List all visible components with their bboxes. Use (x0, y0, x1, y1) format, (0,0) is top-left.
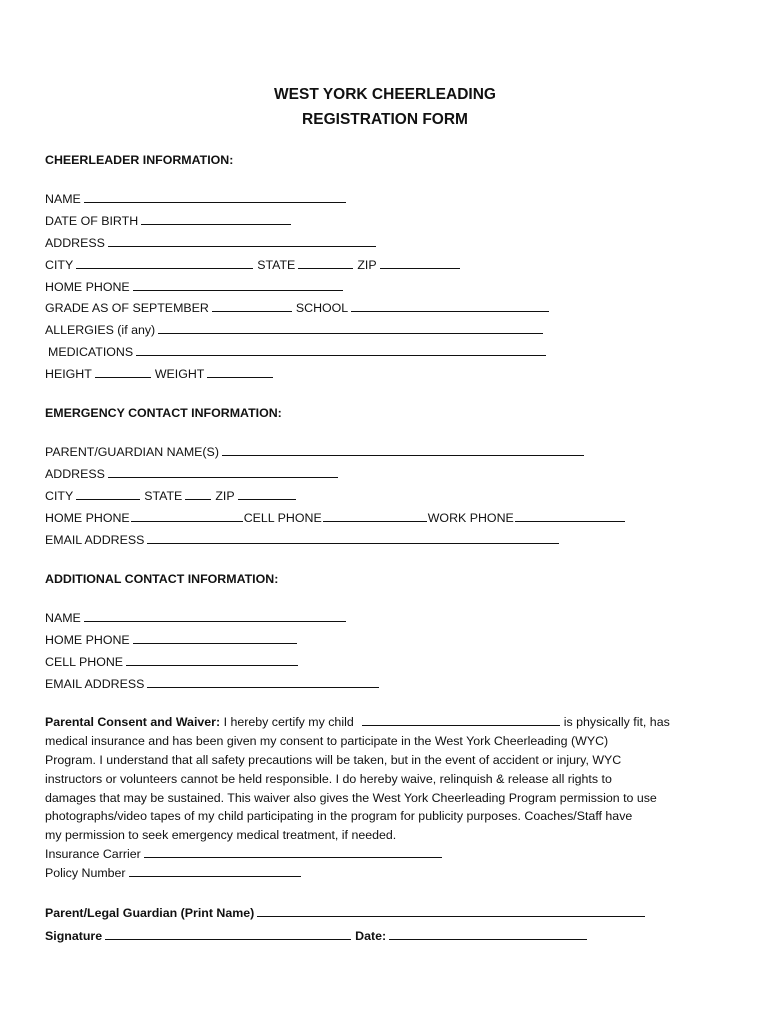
emergency-work-phone-field[interactable] (515, 509, 625, 522)
form-title-line1: WEST YORK CHEERLEADING (274, 86, 496, 103)
emergency-work-phone-label: WORK PHONE (427, 511, 514, 525)
emergency-cell-phone-label: CELL PHONE (243, 511, 322, 525)
cheerleader-name-label: NAME (45, 192, 81, 206)
policy-number-field[interactable] (129, 864, 301, 877)
emergency-section-heading: EMERGENCY CONTACT INFORMATION: (45, 406, 282, 420)
cheerleader-section-heading: CHEERLEADER INFORMATION: (45, 153, 234, 167)
additional-cell-phone-label: CELL PHONE (45, 655, 124, 669)
guardian-print-row (45, 904, 649, 920)
cheerleader-dob-label: DATE OF BIRTH (45, 214, 139, 228)
cheerleader-city-field[interactable] (76, 256, 253, 269)
cheerleader-name-row (45, 190, 350, 206)
emergency-zip-label: ZIP (215, 489, 235, 503)
consent-line-4: instructors or volunteers cannot be held responsible. I do hereby waive, relinquish & release all rights to (45, 771, 612, 786)
date-field[interactable] (389, 927, 587, 940)
additional-name-field[interactable] (84, 609, 346, 622)
cheerleader-address-field[interactable] (108, 234, 376, 247)
additional-name-row (45, 609, 350, 625)
emergency-city-field[interactable] (76, 487, 140, 500)
cheerleader-zip-field[interactable] (380, 256, 460, 269)
cheerleader-name-field[interactable] (84, 190, 346, 203)
cheerleader-grade-row (45, 299, 553, 315)
cheerleader-home-phone-row (45, 278, 347, 294)
cheerleader-medications-field[interactable] (136, 343, 546, 356)
guardian-print-label: Parent/Legal Guardian (Print Name) (45, 906, 255, 920)
emergency-email-label: EMAIL ADDRESS (45, 533, 145, 547)
consent-intro: I hereby certify my child (223, 715, 354, 729)
emergency-guardian-field[interactable] (222, 443, 584, 456)
cheerleader-allergies-label: ALLERGIES (if any) (45, 323, 156, 337)
cheerleader-weight-field[interactable] (207, 365, 273, 378)
additional-email-row (45, 675, 383, 691)
consent-line-7: my permission to seek emergency medical treatment, if needed. (45, 828, 397, 843)
guardian-print-field[interactable] (257, 904, 645, 917)
date-label: Date: (355, 929, 387, 943)
emergency-address-row (45, 465, 342, 481)
signature-field[interactable] (105, 927, 351, 940)
emergency-state-field[interactable] (185, 487, 211, 500)
cheerleader-city-label: CITY (45, 258, 74, 272)
additional-email-label: EMAIL ADDRESS (45, 677, 145, 691)
insurance-carrier-field[interactable] (144, 845, 442, 858)
cheerleader-home-phone-label: HOME PHONE (45, 280, 130, 294)
consent-line-2: medical insurance and has been given my consent to participate in the West York Cheerleading (WYC) (45, 733, 609, 748)
cheerleader-zip-label: ZIP (357, 258, 377, 272)
child-name-field[interactable] (362, 713, 560, 726)
additional-home-phone-row (45, 631, 301, 647)
consent-paragraph (45, 713, 735, 883)
cheerleader-dob-row (45, 212, 295, 228)
cheerleader-school-label: SCHOOL (295, 301, 349, 315)
emergency-address-field[interactable] (108, 465, 338, 478)
cheerleader-allergies-field[interactable] (158, 321, 543, 334)
emergency-state-label: STATE (144, 489, 183, 503)
cheerleader-state-field[interactable] (298, 256, 353, 269)
additional-home-phone-label: HOME PHONE (45, 633, 130, 647)
additional-home-phone-field[interactable] (133, 631, 297, 644)
consent-heading: Parental Consent and Waiver: (45, 715, 221, 729)
cheerleader-address-label: ADDRESS (45, 236, 105, 250)
emergency-home-phone-field[interactable] (131, 509, 243, 522)
cheerleader-height-row (45, 365, 277, 381)
policy-number-row (45, 864, 735, 883)
cheerleader-school-field[interactable] (351, 299, 549, 312)
emergency-address-label: ADDRESS (45, 467, 105, 481)
emergency-zip-field[interactable] (238, 487, 296, 500)
cheerleader-allergies-row (45, 321, 547, 337)
cheerleader-height-label: HEIGHT (45, 367, 92, 381)
additional-cell-phone-row (45, 653, 302, 669)
cheerleader-home-phone-field[interactable] (133, 278, 343, 291)
emergency-email-field[interactable] (147, 531, 559, 544)
emergency-cell-phone-field[interactable] (323, 509, 427, 522)
insurance-carrier-label: Insurance Carrier (45, 847, 141, 862)
additional-section-heading: ADDITIONAL CONTACT INFORMATION: (45, 572, 279, 586)
consent-line-5: damages that may be sustained. This waiver also gives the West York Cheerleading Program permission to use (45, 790, 657, 805)
cheerleader-state-label: STATE (257, 258, 296, 272)
emergency-email-row (45, 531, 563, 547)
consent-line-3: Program. I understand that all safety precautions will be taken, but in the event of accident or injury, WYC (45, 752, 622, 767)
additional-name-label: NAME (45, 611, 81, 625)
emergency-city-row (45, 487, 300, 503)
cheerleader-city-row (45, 256, 464, 272)
cheerleader-medications-row (48, 343, 550, 359)
form-title-line2: REGISTRATION FORM (302, 111, 468, 128)
emergency-city-label: CITY (45, 489, 74, 503)
emergency-home-phone-label: HOME PHONE (45, 511, 130, 525)
consent-after-blank: is physically fit, has (563, 715, 670, 729)
cheerleader-grade-field[interactable] (212, 299, 292, 312)
emergency-guardian-label: PARENT/GUARDIAN NAME(S) (45, 445, 219, 459)
additional-email-field[interactable] (147, 675, 379, 688)
cheerleader-weight-label: WEIGHT (154, 367, 205, 381)
signature-label: Signature (45, 929, 103, 943)
consent-line-6: photographs/video tapes of my child participating in the program for publicity purposes. Coaches/Staff have (45, 809, 633, 824)
insurance-carrier-row (45, 845, 735, 864)
cheerleader-dob-field[interactable] (141, 212, 291, 225)
emergency-guardian-row (45, 443, 588, 459)
signature-row (45, 927, 591, 943)
cheerleader-medications-label: MEDICATIONS (48, 345, 134, 359)
additional-cell-phone-field[interactable] (126, 653, 298, 666)
consent-line-1 (45, 713, 735, 732)
policy-number-label: Policy Number (45, 866, 126, 881)
cheerleader-address-row (45, 234, 380, 250)
cheerleader-height-field[interactable] (95, 365, 151, 378)
cheerleader-grade-label: GRADE AS OF SEPTEMBER (45, 301, 209, 315)
emergency-phones-row (45, 509, 626, 525)
